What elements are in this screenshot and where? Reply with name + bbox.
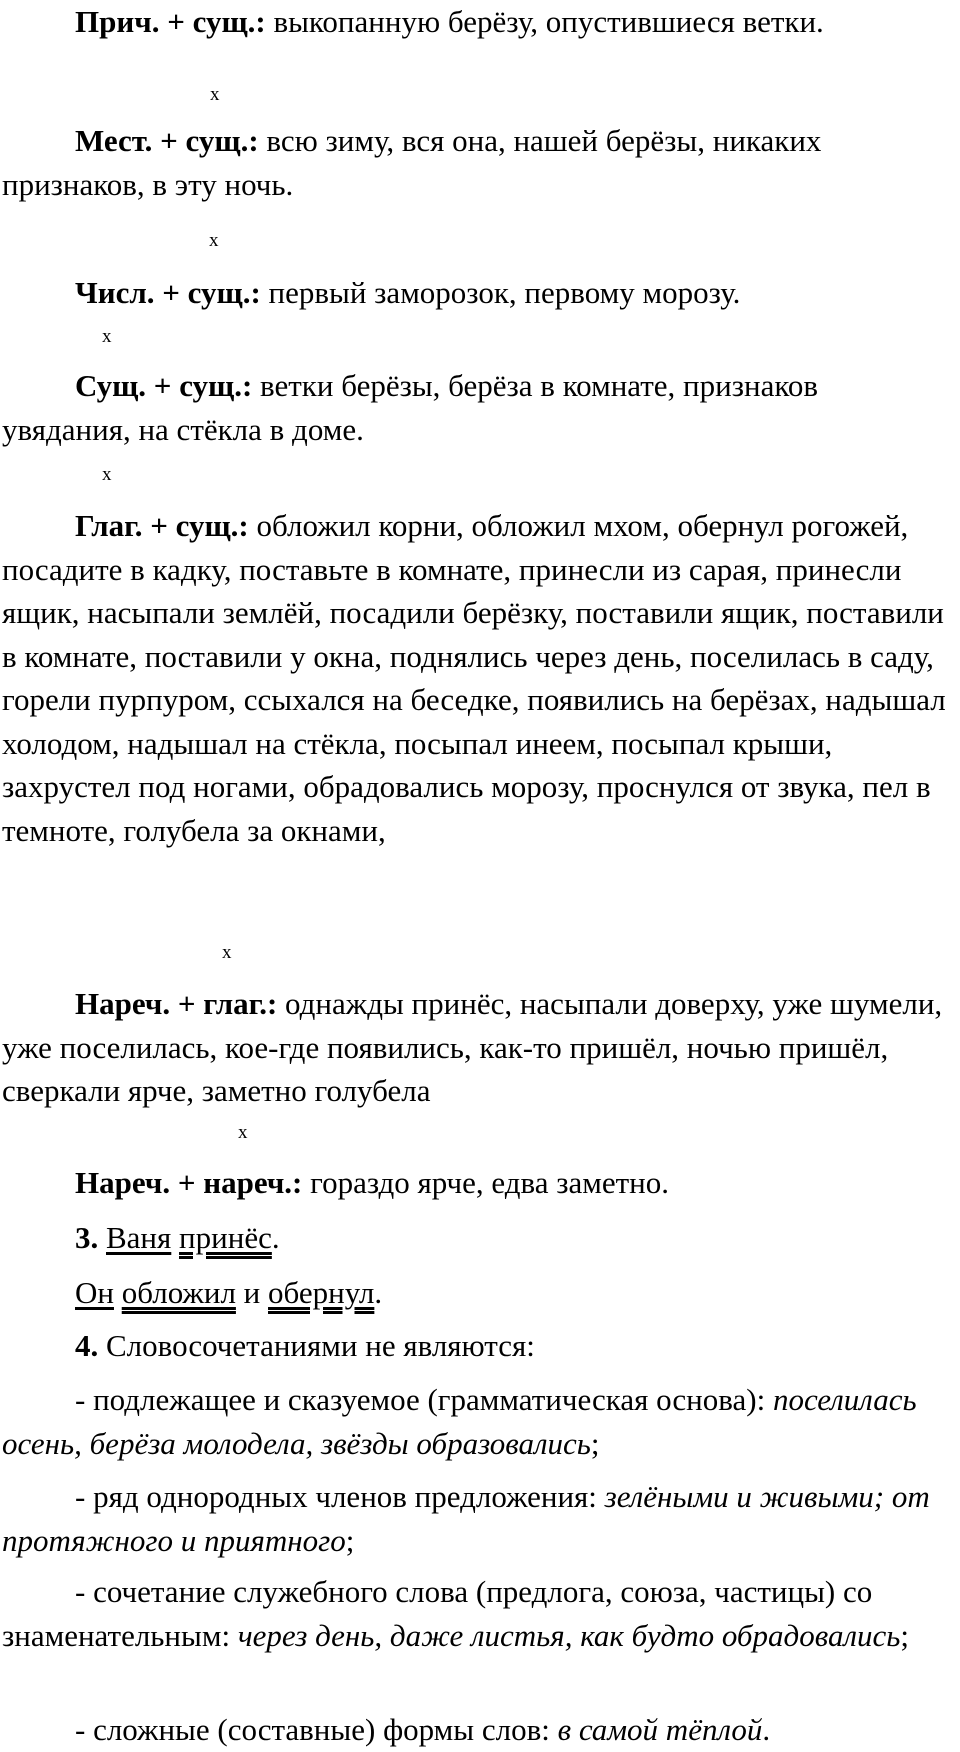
point-examples: в самой тёплой [557, 1712, 763, 1747]
subject-word: Ваня [106, 1220, 172, 1255]
item-3-sentence-1 [2, 1216, 952, 1260]
block-label: Числ. + сущ.: [75, 275, 261, 310]
point-end: ; [345, 1522, 355, 1558]
block-pronoun-noun [2, 119, 952, 206]
block-verb-noun [2, 504, 952, 852]
predicate-word: принёс [179, 1220, 272, 1255]
item-4-point-2 [2, 1475, 952, 1562]
point-text: - сочетание служебного слова (предлога, союза, частицы) со знаменательным: [2, 1574, 873, 1653]
sentence-end: . [374, 1275, 383, 1310]
point-end: ; [590, 1425, 600, 1461]
block-label: Нареч. + глаг.: [75, 986, 278, 1021]
point-end: ; [900, 1617, 909, 1653]
item-text: Словосочетаниями не являются: [98, 1328, 535, 1363]
block-text: ветки берёзы, берёза в комнате, признаков увядания, на стёкла в доме. [2, 368, 818, 447]
block-adverb-adverb [2, 1161, 952, 1205]
block-text: однажды принёс, насыпали доверху, уже шумели, уже поселилась, кое-где появились, как-то пришёл, ночью пришёл, сверкали ярче, заметно голубела [2, 986, 943, 1108]
block-noun-noun [2, 364, 952, 451]
block-participle-noun [2, 0, 952, 44]
item-4-point-3 [2, 1570, 952, 1657]
conjunction: и [235, 1275, 269, 1310]
block-label: Мест. + сущ.: [75, 123, 259, 158]
point-text: - подлежащее и сказуемое (грамматическая основа): [75, 1382, 773, 1417]
block-text: первый заморозок, первому морозу. [260, 275, 741, 310]
predicate-word: обложил [121, 1275, 236, 1310]
point-examples: зелёными и живыми; от протяжного и приятного [2, 1479, 930, 1558]
point-end: . [762, 1712, 771, 1747]
sentence-end: . [271, 1220, 280, 1255]
cross-mark: x [102, 464, 112, 485]
block-adverb-verb [2, 982, 952, 1113]
point-examples: поселилась осень, берёза молодела, звёзды образовались [2, 1382, 917, 1461]
block-text: всю зиму, вся она, нашей берёзы, никаких признаков, в эту ночь. [2, 123, 822, 202]
cross-mark: x [102, 326, 112, 347]
item-number: 4. [75, 1328, 99, 1363]
block-text: гораздо ярче, едва заметно. [302, 1165, 670, 1200]
cross-mark: x [238, 1122, 248, 1143]
predicate-word: обернул [268, 1275, 375, 1310]
point-text: - ряд однородных членов предложения: [75, 1479, 605, 1514]
block-text: обложил корни, обложил мхом, обернул рогожей, посадите в кадку, поставьте в комнате, принесли из сарая, принесли ящик, насыпали землёй, посадили берёзку, поставили ящик, поставили в комнате, поставили у окна, поднялись через день, поселилась в саду, горели пурпуром, ссыхался на беседке, появились на берёзах, надышал холодом, надышал на стёкла, посыпал инеем, посыпал крыши, захрустел под ногами, обрадовались морозу, проснулся от звука, пел в темноте, голубела за окнами, [2, 508, 946, 848]
block-label: Сущ. + сущ.: [75, 368, 253, 403]
item-4-point-4 [2, 1708, 952, 1752]
block-numeral-noun [2, 271, 952, 315]
block-label: Глаг. + сущ.: [75, 508, 249, 543]
item-4-intro [2, 1324, 952, 1368]
point-examples: через день, даже листья, как будто обрадовались [237, 1617, 901, 1653]
item-number: 3. [75, 1220, 99, 1255]
item-4-point-1 [2, 1378, 952, 1465]
cross-mark: x [222, 942, 232, 963]
block-text: выкопанную берёзу, опустившиеся ветки. [265, 4, 824, 39]
point-text: - сложные (составные) формы слов: [75, 1712, 558, 1747]
block-label: Прич. + сущ.: [75, 4, 266, 39]
cross-mark: x [210, 84, 220, 105]
block-label: Нареч. + нареч.: [75, 1165, 303, 1200]
item-3-sentence-2 [2, 1271, 952, 1315]
cross-mark: x [209, 230, 219, 251]
subject-word: Он [75, 1275, 114, 1310]
